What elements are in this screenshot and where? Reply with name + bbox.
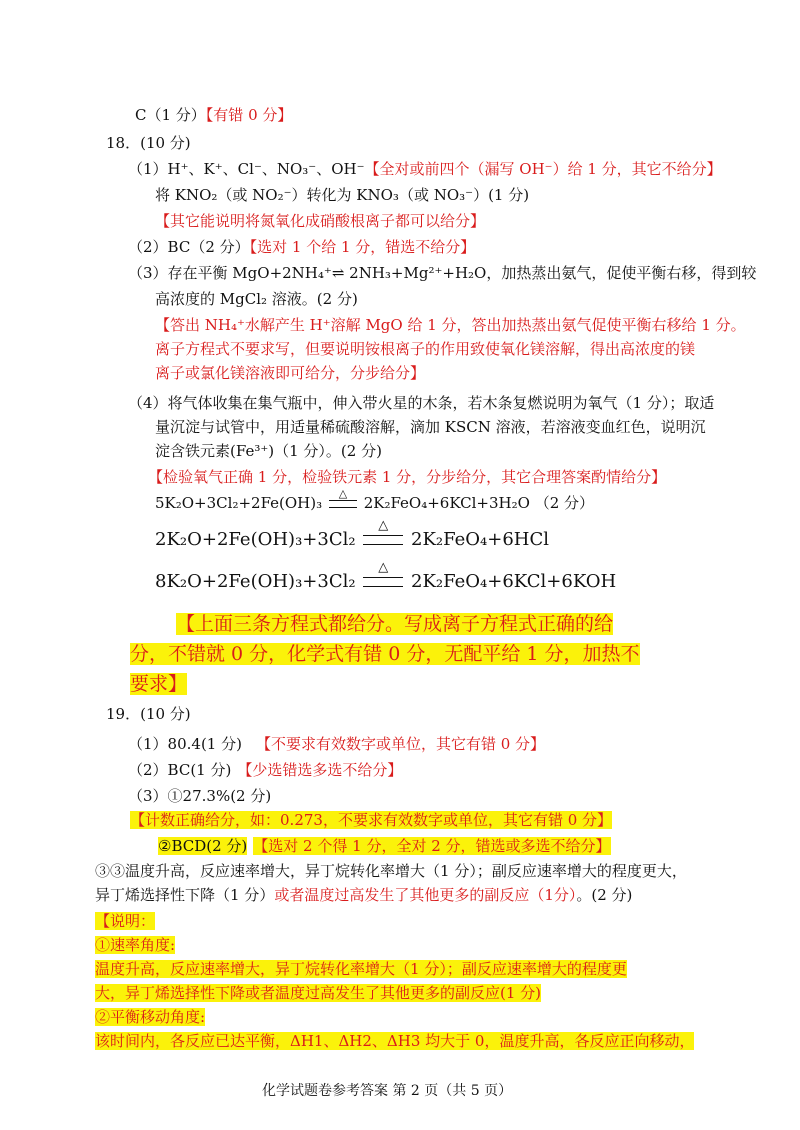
q19-part3b-answer: ②BCD(2 分) [158, 837, 248, 855]
q19-part3-note-line [130, 809, 612, 831]
q18-part3-note2: 离子方程式不要求写，但要说明铵根离子的作用致使氧化镁溶解，得出高浓度的镁 [155, 340, 696, 358]
equation-2 [155, 518, 550, 554]
equation-note-line2 [130, 640, 640, 668]
q18-part4-line1: （4）将气体收集在集气瓶中，伸入带火星的木条，若木条复燃说明为氧气（1 分）；取适 [128, 394, 715, 412]
q18-part1-note2: 【其它能说明将氮氧化成硝酸根离子都可以给分】 [155, 212, 486, 230]
q19-part3c-note: 或者温度过高发生了其他更多的副反应（1分） [274, 886, 577, 904]
equation-1-right: 2K₂FeO₄+6KCl+3H₂O （2 分） [363, 494, 595, 512]
note-item5: 该时间内，各反应已达平衡，ΔH1、ΔH2、ΔH3 均大于 0，温度升高，各反应正向移动， [95, 1032, 695, 1050]
q19-part3b-note: 【选对 2 个得 1 分，全对 2 分，错选或多选不给分】 [253, 837, 611, 855]
equation-note-line1 [176, 610, 613, 638]
equation-3-right: 2K₂FeO₄+6KCl+6KOH [411, 571, 617, 592]
q18-part3-note3: 离子或氯化镁溶液即可给分，分步给分】 [155, 364, 426, 382]
heat-symbol: △ [378, 560, 389, 575]
q18-part1-answer: （1）H⁺、K⁺、Cl⁻、NO₃⁻、OH⁻ [128, 160, 365, 178]
q19-part2-answer: （2）BC(1 分) [128, 761, 232, 779]
equation-1 [155, 487, 595, 514]
note-title-line [95, 910, 155, 932]
q19-part3c-line1: ③③温度升高，反应速率增大，异丁烷转化率增大（1 分）；副反应速率增大的程度更大， [95, 862, 687, 880]
q19-part3c-text: 异丁烯选择性下降（1 分） [95, 886, 275, 904]
q18-part3-line1: （3）存在平衡 MgO+2NH₄⁺⇌ 2NH₃+Mg²⁺+H₂O，加热蒸出氨气，促使平衡右移，得到较 [128, 264, 757, 282]
equation-note-line3 [130, 670, 187, 698]
q18-part1-note: 【全对或前四个（漏写 OH⁻）给 1 分，其它不给分】 [364, 160, 722, 178]
heat-arrow-icon [329, 487, 357, 508]
q19-part2-note: 【少选错选多选不给分】 [237, 761, 403, 779]
q18-part1-line [128, 158, 722, 180]
q19-part3b-line [158, 835, 611, 857]
q18-part4-line2: 量沉淀与试管中，用适量稀硫酸溶解，滴加 KSCN 溶液，若溶液变血红色，说明沉 [155, 418, 706, 436]
q19-part3c-score: 。(2 分) [576, 886, 633, 904]
q19-part1-line [128, 733, 545, 755]
q18-part2-note: 【选对 1 个给 1 分，错选不给分】 [249, 238, 476, 256]
q19-part1-answer: （1）80.4(1 分) [128, 735, 242, 753]
q19-part3-line: （3）①27.3%(2 分) [128, 787, 272, 805]
q18-part3-note1: 【答出 NH₄⁺水解产生 H⁺溶解 MgO 给 1 分，答出加热蒸出氨气促使平衡右移给 1 分。 [155, 316, 746, 334]
note-item4: ②平衡移动角度: [95, 1008, 206, 1026]
note-item3-line [95, 982, 541, 1004]
note-item2-line [95, 958, 627, 980]
heat-symbol: △ [378, 518, 389, 533]
equation-note-text3: 要求】 [130, 673, 188, 695]
equation-3-left: 8K₂O+2Fe(OH)₃+3Cl₂ [155, 571, 356, 592]
note-title: 【说明： [95, 912, 156, 930]
q19-part2-line [128, 759, 402, 781]
prev-answer: C（1 分） [135, 106, 206, 124]
equation-3 [155, 560, 617, 596]
equation-note-text1: 【上面三条方程式都给分。写成离子方程式正确的给 [176, 613, 614, 635]
note-item3: 大，异丁烯选择性下降或者温度过高发生了其他更多的副反应(1 分) [95, 984, 542, 1002]
question-19-heading: 19．(10 分) [106, 705, 191, 723]
note-item1-line [95, 934, 175, 956]
question-18-heading: 18．(10 分) [106, 134, 191, 152]
q18-part2-line [128, 236, 475, 258]
note-item4-line [95, 1006, 205, 1028]
equation-note-text2: 分，不错就 0 分，化学式有错 0 分，无配平给 1 分，加热不 [130, 643, 640, 665]
heat-arrow-icon [363, 560, 403, 587]
equation-2-left: 2K₂O+2Fe(OH)₃+3Cl₂ [155, 529, 356, 550]
q18-part1-line2: 将 KNO₂（或 NO₂⁻）转化为 KNO₃（或 NO₃⁻）(1 分) [155, 186, 530, 204]
q18-part2-answer: （2）BC（2 分） [128, 238, 250, 256]
q19-part3-note: 【计数正确给分，如：0.273，不要求有效数字或单位，其它有错 0 分】 [130, 811, 613, 829]
q19-part1-note: 【不要求有效数字或单位，其它有错 0 分】 [255, 735, 546, 753]
q18-part3-line2: 高浓度的 MgCl₂ 溶液。(2 分) [155, 290, 358, 308]
prev-answer-line [135, 104, 292, 126]
q19-part3c-line2 [95, 884, 632, 906]
note-item2: 温度升高，反应速率增大，异丁烷转化率增大（1 分）；副反应速率增大的程度更 [95, 960, 627, 978]
prev-answer-note: 【有错 0 分】 [205, 106, 293, 124]
equation-2-right: 2K₂FeO₄+6HCl [411, 529, 550, 550]
q18-part4-note: 【检验氧气正确 1 分，检验铁元素 1 分，分步给分，其它合理答案酌情给分】 [148, 468, 667, 486]
heat-symbol: △ [338, 487, 348, 500]
note-item1: ①速率角度: [95, 936, 176, 954]
page-footer: 化学试题卷参考答案 第 2 页（共 5 页） [262, 1083, 513, 1099]
q18-part4-line3: 淀含铁元素(Fe³⁺)（1 分）。(2 分) [155, 442, 382, 460]
note-item5-line [95, 1030, 694, 1052]
heat-arrow-icon [363, 518, 403, 545]
equation-1-left: 5K₂O+3Cl₂+2Fe(OH)₃ [155, 494, 323, 512]
